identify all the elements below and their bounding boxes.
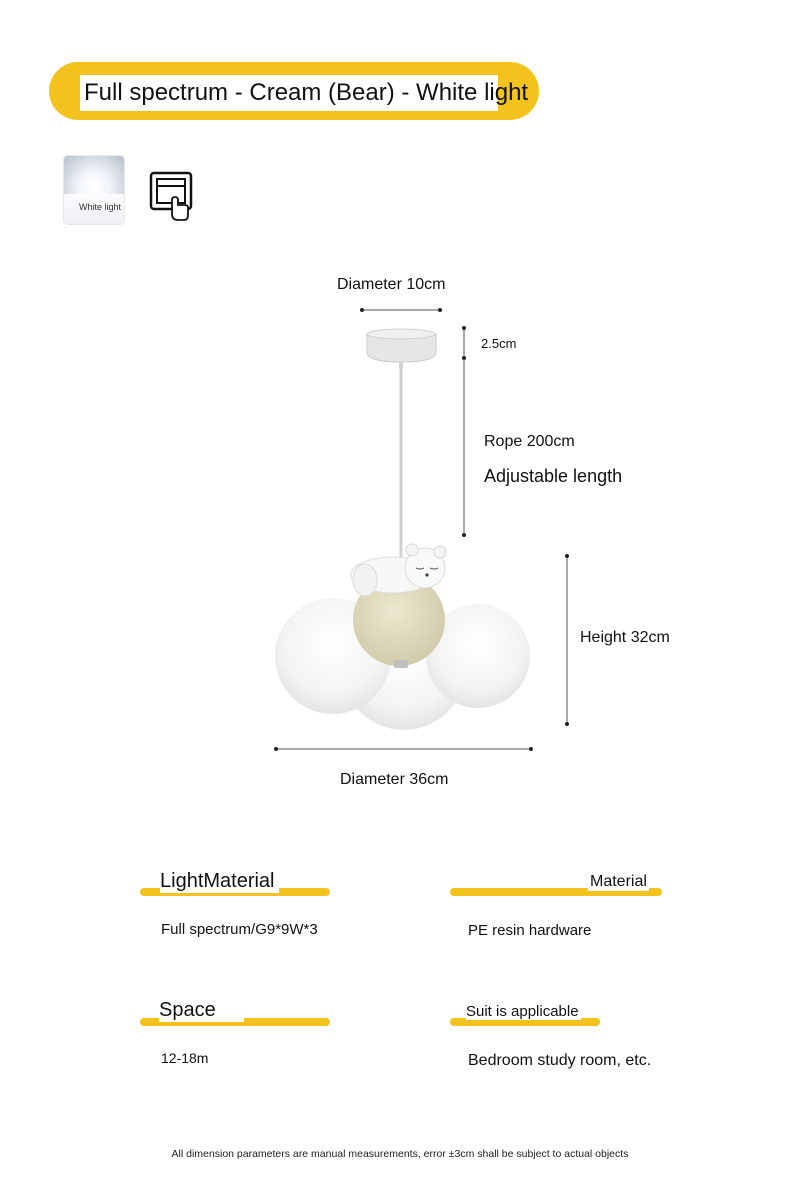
space-title: Space <box>159 999 244 1022</box>
height-label: Height 32cm <box>580 629 670 646</box>
material-title: Material <box>590 873 647 890</box>
canopy-height-label: 2.5cm <box>481 336 517 351</box>
canopy-diameter-label: Diameter 10cm <box>337 276 446 293</box>
suit-value: Bedroom study room, etc. <box>468 1052 652 1069</box>
suit-title: Suit is applicable <box>466 1003 579 1020</box>
rope-note-label: Adjustable length <box>484 466 623 486</box>
rope-label: Rope 200cm <box>484 433 575 450</box>
swatch-label: White light <box>79 202 122 212</box>
shade-diameter-label: Diameter 36cm <box>340 771 449 788</box>
material-value: PE resin hardware <box>468 922 592 939</box>
light-material-value: Full spectrum/G9*9W*3 <box>161 921 318 938</box>
measurement-disclaimer: All dimension parameters are manual measurements, error ±3cm shall be subject to actual objects <box>171 1148 629 1160</box>
light-material-title: LightMaterial <box>160 870 279 893</box>
page-title: Full spectrum - Cream (Bear) - White light <box>80 75 498 111</box>
space-value: 12-18m <box>161 1050 209 1066</box>
